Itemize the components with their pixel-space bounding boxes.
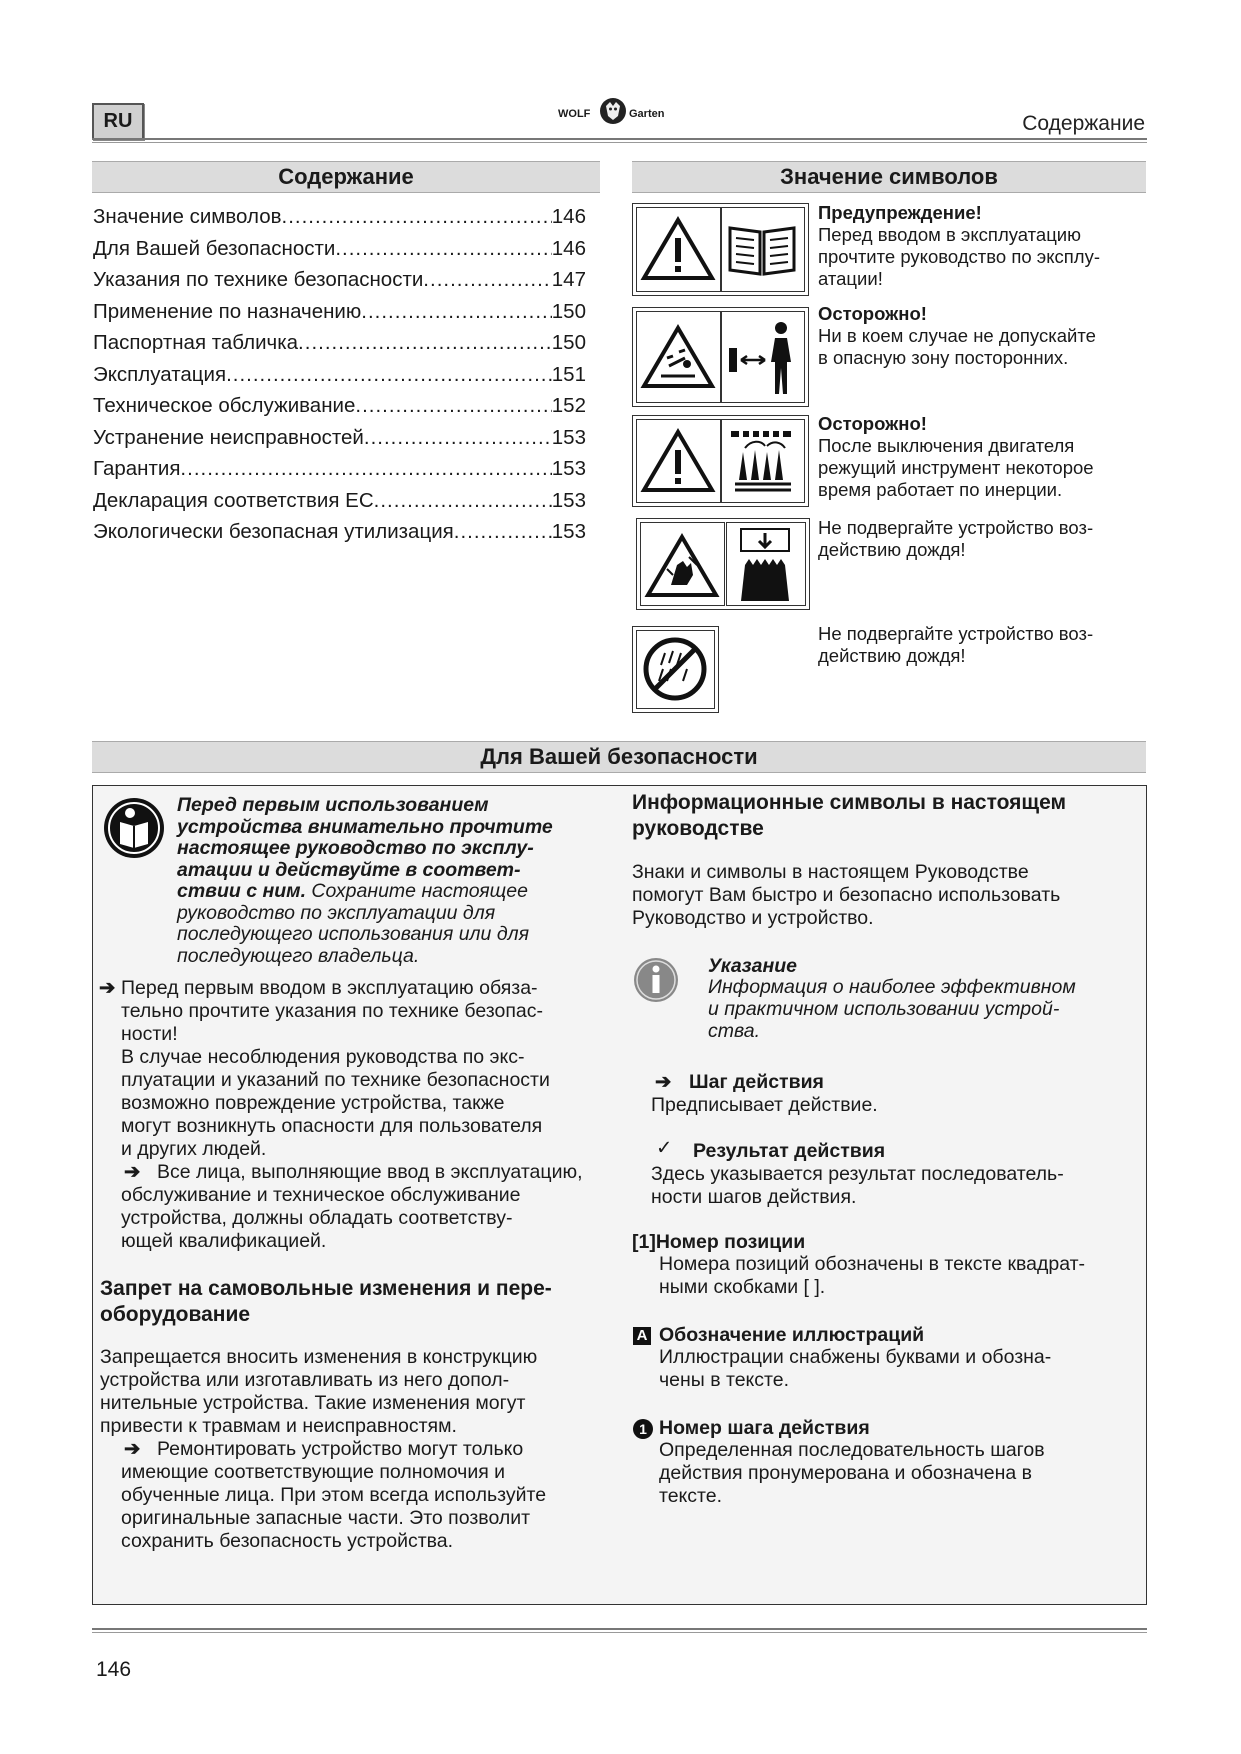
step-number-text-line: действия пронумерована и обозначена в [659,1462,1033,1484]
info-text-line: помогут Вам быстро и безопасно использовать [632,884,1061,906]
modification-heading-line: оборудование [100,1303,251,1326]
read-manual-icon [102,796,166,860]
mod-text-line: привести к травмам и неисправностям. [100,1415,457,1437]
figure-text-line: Иллюстрации снабжены буквами и обозна- [659,1346,1052,1368]
symbol-title: Предупреждение! [818,202,982,223]
bullet-line: обученные лица. При этом всегда используйте [121,1484,547,1506]
intro-bold-line: устройства внимательно прочтите [177,815,553,838]
symbol-no-rain [632,626,719,713]
header-section-title: Содержание [1022,112,1145,135]
bullet-line: сохранить безопасность устройства. [121,1530,454,1552]
mod-text-line: устройства или изготавливать из него допол- [100,1369,510,1391]
safety-heading: Для Вашей безопасности [92,741,1146,773]
step-number-text-line: тексте. [659,1485,723,1507]
symbol-text-line: действию дождя! [818,645,966,666]
symbol-text-line: режущий инструмент некоторое [818,457,1094,478]
logo-right-text: Garten [629,108,665,120]
hazard-thrown-objects-icon [639,322,717,392]
book-icon [726,222,798,278]
bullet-line: Ремонтировать устройство могут только [157,1438,524,1460]
arrow-icon: ➔ [124,1438,141,1460]
brand-logo [558,96,678,130]
figure-letter-icon: A [633,1327,651,1345]
result-text-line: Здесь указывается результат последователь- [651,1163,1064,1185]
para-line: В случае несоблюдения руководства по экс- [121,1046,525,1068]
toc-item[interactable]: Гарантия ..... 153 [93,457,586,481]
warning-triangle-icon [639,214,717,284]
checkmark-icon: ✓ [656,1137,673,1159]
figure-title: Обозначение иллюстраций [659,1324,925,1346]
header-rule [92,138,1147,143]
para-line: возможно повреждение устройства, также [121,1092,505,1114]
step-text: Предписывает действие. [651,1094,878,1116]
position-text-line: ными скобками [ ]. [659,1276,826,1298]
intro-line: последующего использования или для [177,923,530,945]
symbol-text-line: время работает по инерции. [818,479,1063,500]
bullet-line: оригинальные запасные части. Это позволит [121,1507,531,1529]
toc-item[interactable]: Эксплуатация ..... 151 [93,363,586,387]
intro-line: последующего владельца. [177,944,420,967]
result-text-line: ности шагов действия. [651,1186,857,1208]
bullet-line: ности! [121,1023,178,1045]
rotating-blade-icon [725,424,801,498]
symbol-text-line: Перед вводом в эксплуатацию [818,224,1082,245]
note-title: Указание [708,955,798,977]
symbol-blade-inertia [632,415,809,507]
logo-left-text: WOLF [558,108,591,120]
result-title: Результат действия [693,1140,886,1162]
step-number-icon: 1 [633,1419,653,1439]
position-text-line: Номера позиций обозначены в тексте квадрат- [659,1253,1086,1275]
mod-text-line: нительные устройства. Такие изменения могут [100,1392,526,1414]
step-title: Шаг действия [689,1071,824,1093]
note-text-line: Информация о наиболее эффективном [708,976,1076,998]
symbol-text-line: Не подвергайте устройство воз- [818,623,1094,644]
wolf-head-icon [598,96,628,126]
toc-item[interactable]: Декларация соответствия ЕС ..... 153 [93,489,586,513]
toc-item[interactable]: Техническое обслуживание ..... 152 [93,394,586,418]
info-text-line: Руководство и устройство. [632,907,874,929]
warning-triangle-icon [639,426,717,496]
para-line: могут возникнуть опасности для пользователя [121,1115,543,1137]
symbol-text-line: Не подвергайте устройство воз- [818,517,1094,538]
toc-item[interactable]: Значение символов ..... 146 [93,205,586,229]
toc-item[interactable]: Применение по назначению ..... 150 [93,300,586,324]
symbol-text-line: атации! [818,268,883,289]
symbol-title: Осторожно! [818,413,927,434]
bullet-line: обслуживание и техническое обслуживание [121,1184,521,1206]
toc-heading: Содержание [92,161,600,193]
blade-guard-icon [731,525,799,603]
info-heading-line: руководстве [632,817,764,840]
bullet-line: ющей квалификацией. [121,1230,327,1252]
bullet-line: тельно прочтите указания по технике безопас- [121,1000,543,1022]
toc-item[interactable]: Устранение неисправностей ..... 153 [93,426,586,450]
modification-heading-line: Запрет на самовольные изменения и пере- [100,1277,552,1300]
intro-bold-line: Перед первым использованием [177,794,489,816]
hand-injury-icon [643,531,721,601]
symbol-text-line: действию дождя! [818,539,966,560]
symbol-warning-read-manual [632,203,809,296]
note-text-line: и практичном использовании устрой- [708,998,1060,1020]
para-line: плуатации и указаний по технике безопасности [121,1069,550,1091]
page-number: 146 [96,1658,132,1681]
figure-text-line: чены в тексте. [659,1369,790,1391]
no-rain-icon [641,635,709,703]
intro-bold-line: настоящее руководство по эксплу- [177,837,534,859]
symbol-text-line: прочтите руководство по эксплу- [818,246,1100,267]
arrow-icon: ➔ [655,1071,672,1093]
symbol-title: Осторожно! [818,303,927,324]
bullet-line: Все лица, выполняющие ввод в эксплуатацию, [157,1161,583,1183]
symbol-text-line: Ни в коем случае не допускайте [818,325,1096,346]
para-line: и других людей. [121,1138,267,1160]
footer-rule [92,1628,1147,1633]
language-badge: RU [92,103,144,140]
bullet-line: Перед первым вводом в эксплуатацию обяза- [121,977,538,999]
info-icon [632,956,680,1004]
position-title: [1]Номер позиции [632,1231,806,1253]
note-text-line: ства. [708,1020,761,1042]
symbol-text-line: После выключения двигателя [818,435,1075,456]
person-distance-icon [725,316,801,398]
bullet-line: устройства, должны обладать соответству- [121,1207,513,1229]
mod-text-line: Запрещается вносить изменения в конструкцию [100,1346,538,1368]
symbol-text-line: в опасную зону посторонних. [818,347,1069,368]
symbol-hand-cut-hazard [636,518,810,610]
symbols-heading: Значение символов [632,161,1146,193]
arrow-icon: ➔ [124,1161,141,1183]
info-heading-line: Информационные символы в настоящем [632,791,1067,814]
toc-item[interactable]: Паспортная табличка ..... 150 [93,331,586,355]
toc-item[interactable]: Экологически безопасная утилизация ..... 153 [93,520,586,544]
bullet-line: имеющие соответствующие полномочия и [121,1461,506,1483]
info-text-line: Знаки и символы в настоящем Руководстве [632,861,1029,883]
toc-item[interactable]: Указания по технике безопасности ..... 147 [93,268,586,292]
step-number-text-line: Определенная последовательность шагов [659,1439,1045,1461]
intro-bold-line: атации и действуйте в соответ- [177,858,521,881]
toc-item[interactable]: Для Вашей безопасности ..... 146 [93,237,586,261]
step-number-title: Номер шага действия [659,1417,870,1439]
arrow-icon: ➔ [99,977,116,999]
intro-line: руководство по эксплуатации для [177,901,496,924]
intro-mixed-line: ствии с ним. Сохраните настоящее [177,880,528,902]
symbol-keep-distance [632,307,809,407]
